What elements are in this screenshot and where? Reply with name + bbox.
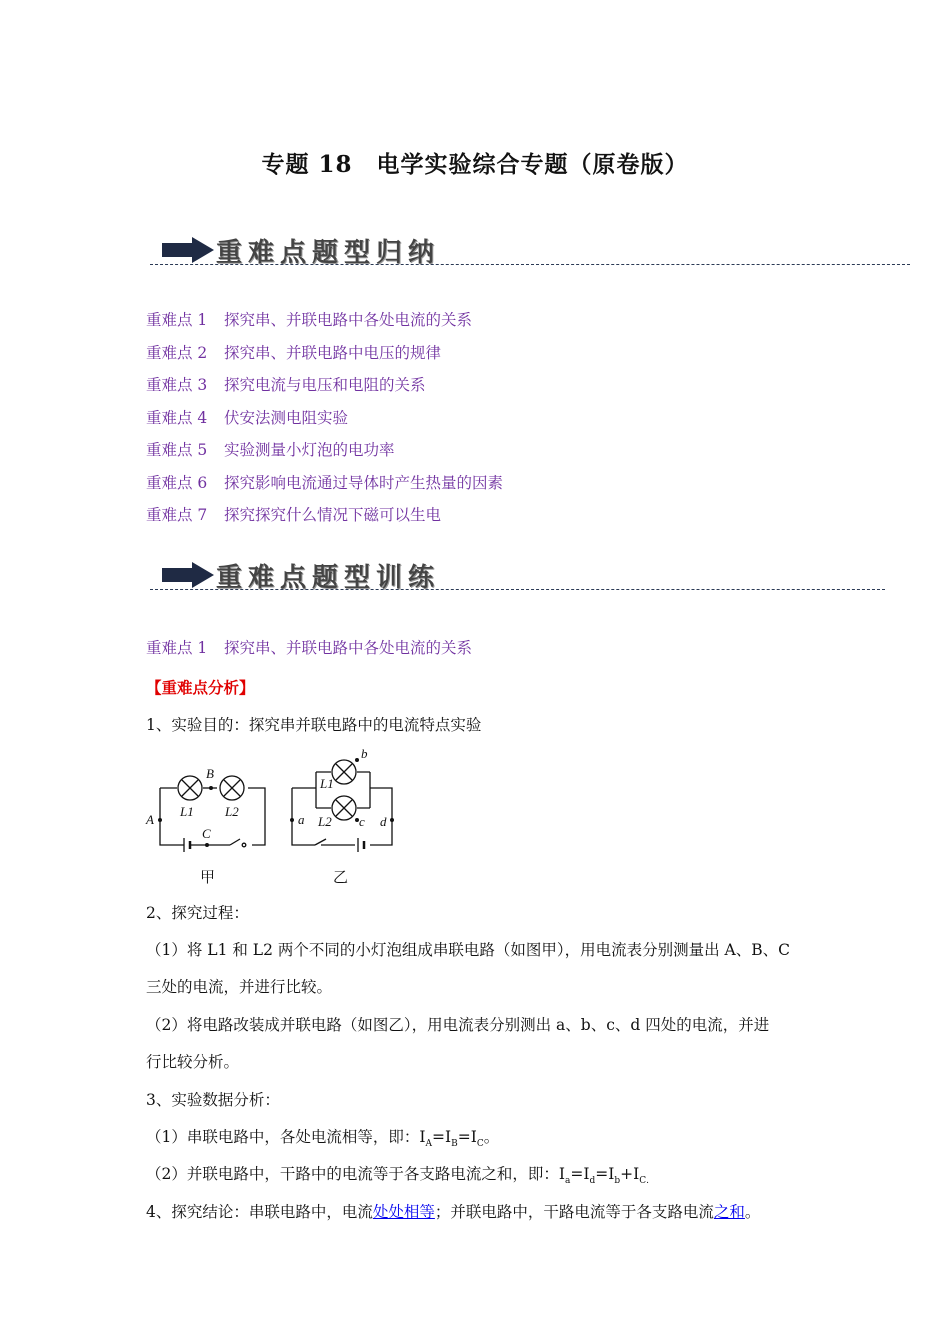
section-heading: 重难点 1 探究串、并联电路中各处电流的关系 — [146, 639, 473, 657]
switch-icon — [230, 839, 240, 845]
data-title: 3、实验数据分析： — [146, 1091, 280, 1109]
process-title: 2、探究过程： — [146, 904, 249, 922]
toc-item[interactable]: 重难点 4 伏安法测电阻实验 — [146, 409, 349, 427]
toc-item[interactable]: 重难点 7 探究探究什么情况下磁可以生电 — [146, 506, 442, 524]
divider — [150, 264, 910, 265]
circuit-figure — [140, 740, 420, 890]
label-B: B — [206, 766, 214, 781]
page-title: 专题 18 电学实验综合专题（原卷版） — [261, 151, 689, 178]
figure-caption-left: 甲 — [200, 868, 216, 886]
label-c: c — [359, 814, 365, 829]
arrow-icon — [162, 237, 214, 263]
label-d: d — [380, 814, 387, 829]
label-L2: L2 — [318, 814, 332, 829]
data-1: （1）串联电路中，各处电流相等，即：$I_A=I_B=I_C$。 — [146, 1128, 500, 1150]
label-b: b — [361, 746, 368, 761]
toc-item[interactable]: 重难点 5 实验测量小灯泡的电功率 — [146, 441, 395, 459]
process-1b: 三处的电流，并进行比较。 — [146, 978, 333, 996]
label-L1: L1 — [320, 776, 334, 791]
toc-item[interactable]: 重难点 6 探究影响电流通过导体时产生热量的因素 — [146, 474, 504, 492]
arrow-icon — [162, 562, 214, 588]
conclusion: 4、探究结论：串联电路中，电流处处相等；并联电路中，干路电流等于各支路电流之和。 — [146, 1203, 761, 1221]
section-banner-practice — [150, 553, 885, 603]
banner-title: 重难点题型归纳 — [216, 238, 441, 268]
toc-item[interactable]: 重难点 1 探究串、并联电路中各处电流的关系 — [146, 311, 473, 329]
figure-caption-right: 乙 — [333, 868, 349, 886]
purpose-text: 1、实验目的：探究串并联电路中的电流特点实验 — [146, 716, 482, 734]
label-A: A — [146, 812, 154, 827]
data-2: （2）并联电路中，干路中的电流等于各支路电流之和，即：$I_a=I_d=I_b+I_{C.}$ — [146, 1165, 650, 1187]
toc-item[interactable]: 重难点 2 探究串、并联电路中电压的规律 — [146, 344, 442, 362]
label-L2: L2 — [225, 804, 239, 819]
process-1a: （1）将 L1 和 L2 两个不同的小灯泡组成串联电路（如图甲），用电流表分别测量出 A、B、C — [146, 941, 791, 959]
analysis-label: 【重难点分析】 — [146, 678, 255, 697]
banner-title: 重难点题型训练 — [216, 563, 441, 593]
process-2a: （2）将电路改装成并联电路（如图乙），用电流表分别测出 a、b、c、d 四处的电流，并进 — [146, 1016, 770, 1034]
label-C: C — [202, 826, 211, 841]
link-everywhere-equal[interactable]: 处处相等 — [372, 1203, 435, 1221]
switch-icon — [315, 839, 326, 845]
divider — [150, 589, 885, 590]
section-banner-summary — [150, 228, 910, 278]
toc-item[interactable]: 重难点 3 探究电流与电压和电阻的关系 — [146, 376, 426, 394]
label-L1: L1 — [180, 804, 194, 819]
label-a: a — [298, 812, 305, 827]
link-sum[interactable]: 之和 — [713, 1203, 745, 1221]
process-2b: 行比较分析。 — [146, 1053, 240, 1071]
